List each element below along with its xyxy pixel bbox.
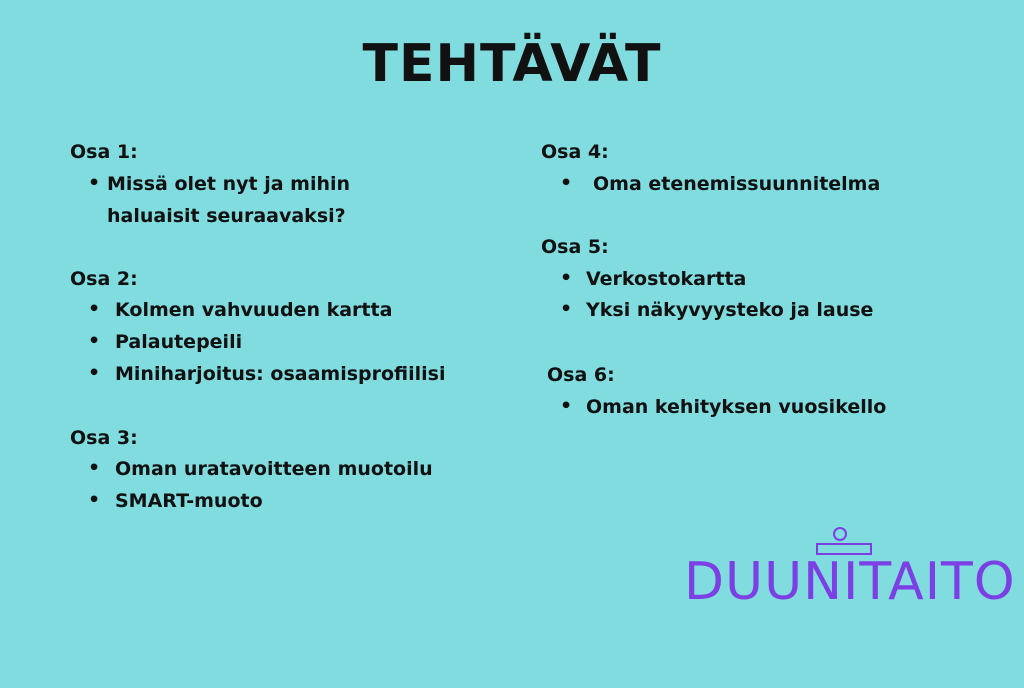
duunitaito-logo — [684, 522, 1016, 612]
section-heading: Osa 4: — [541, 141, 609, 163]
bullet: • — [88, 362, 101, 384]
bullet: • — [88, 298, 101, 320]
list-item: Missä olet nyt ja mihin — [107, 173, 351, 195]
list-item-continuation: haluaisit seuraavaksi? — [107, 205, 346, 227]
list-item: Kolmen vahvuuden kartta — [115, 299, 393, 321]
list-item: Yksi näkyvyysteko ja lause — [586, 299, 874, 321]
page-title: TEHTÄVÄT — [362, 34, 662, 94]
section-heading: Osa 1: — [70, 141, 138, 163]
bullet: • — [560, 172, 573, 194]
list-item: Oma etenemissuunnitelma — [593, 173, 881, 195]
bullet: • — [560, 395, 573, 417]
section-heading: Osa 2: — [70, 268, 138, 290]
section-heading: Osa 5: — [541, 236, 609, 258]
section-heading: Osa 6: — [547, 364, 615, 386]
logo-text: DUUNITAITO — [684, 552, 1016, 612]
bullet: • — [88, 489, 101, 511]
list-item: Miniharjoitus: osaamisprofiilisi — [115, 363, 446, 385]
bullet: • — [88, 457, 101, 479]
bullet: • — [88, 172, 101, 194]
bullet: • — [560, 267, 573, 289]
list-item: Oman kehityksen vuosikello — [586, 396, 887, 418]
list-item: Verkostokartta — [586, 268, 747, 290]
list-item: Oman uratavoitteen muotoilu — [115, 458, 433, 480]
list-item: SMART-muoto — [115, 490, 263, 512]
list-item: Palautepeili — [115, 331, 243, 353]
section-heading: Osa 3: — [70, 427, 138, 449]
bullet: • — [88, 330, 101, 352]
bullet: • — [560, 298, 573, 320]
